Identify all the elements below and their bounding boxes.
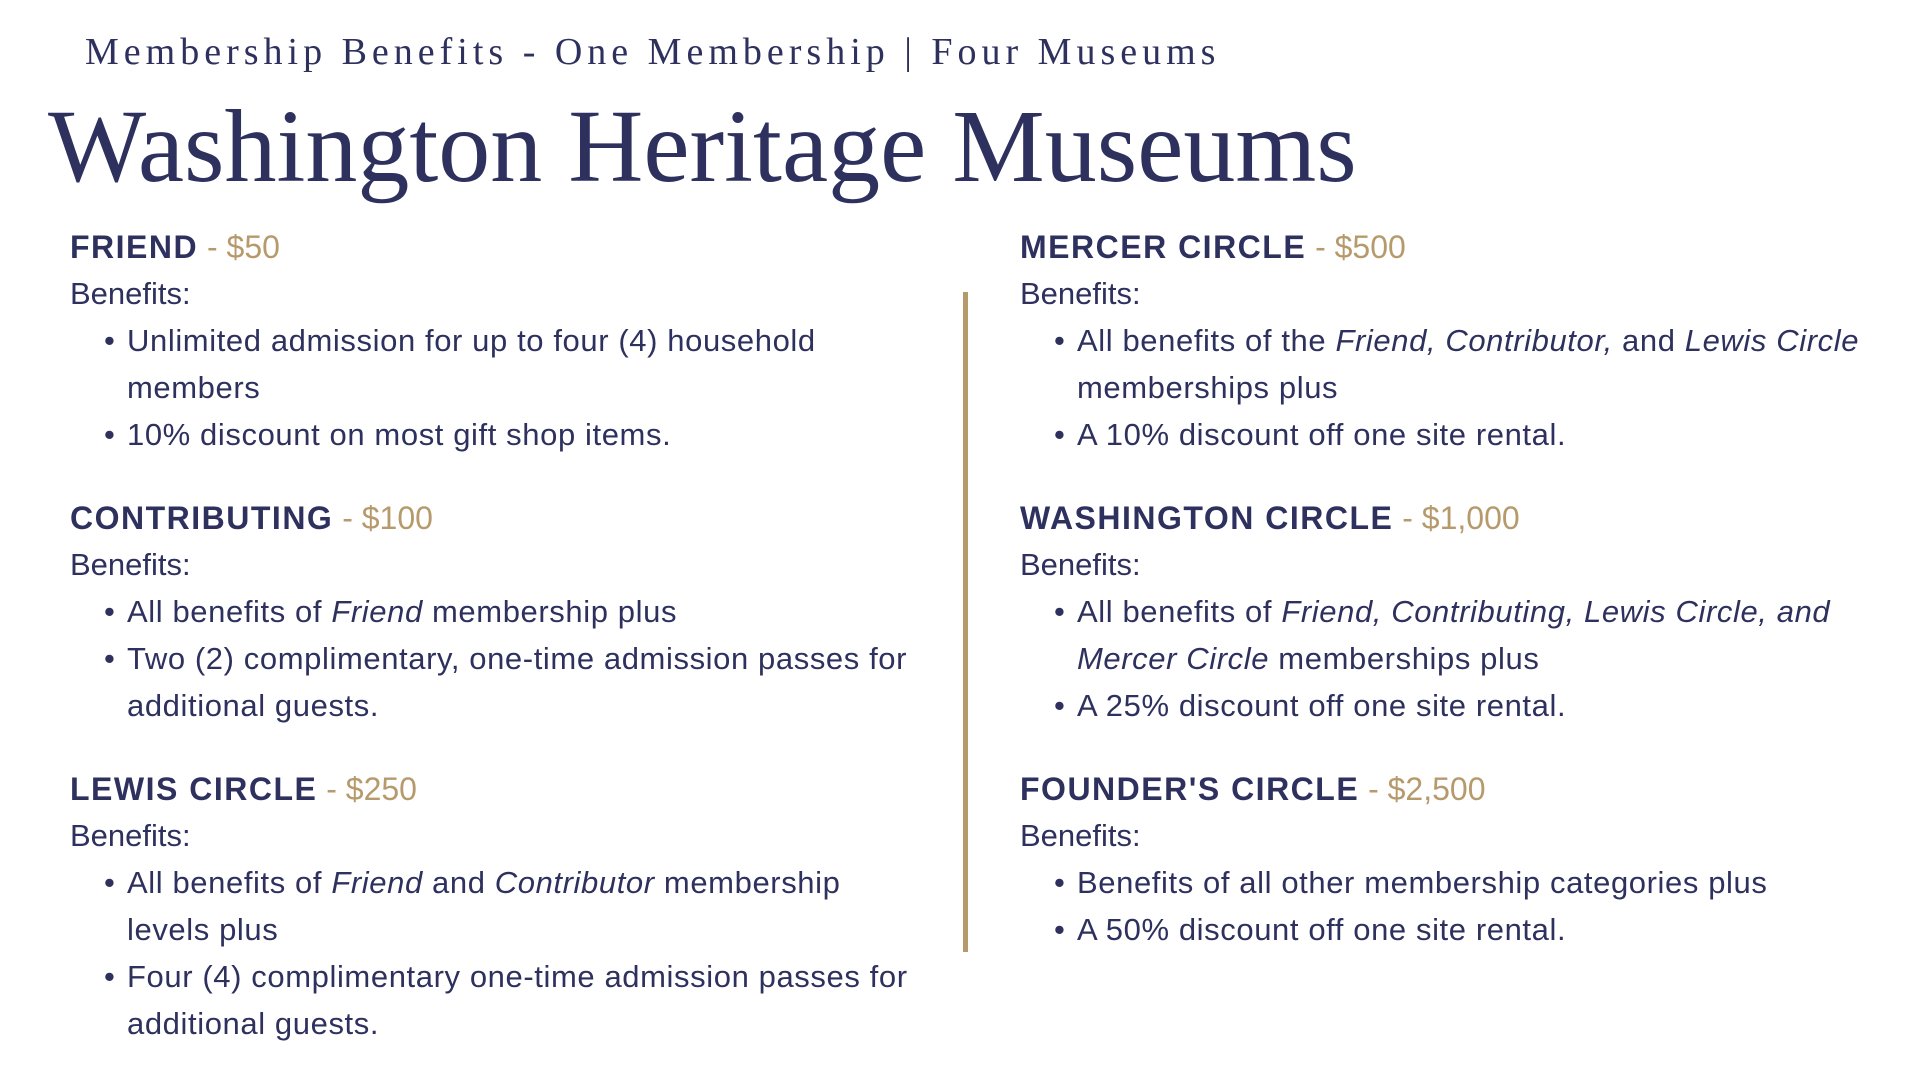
tier-heading xyxy=(70,224,930,270)
left-column xyxy=(70,224,930,1080)
tier-heading xyxy=(1020,495,1900,541)
right-column xyxy=(1020,224,1900,990)
benefit-text: All benefits of xyxy=(1077,594,1282,629)
benefit-item: • A 50% discount off one site rental. xyxy=(1020,906,1900,953)
benefits-label: Benefits: xyxy=(1020,276,1141,311)
tier-name: CONTRIBUTING xyxy=(70,500,334,536)
benefit-emphasis: Friend, Contributing, Lewis Circle, and Mercer Circle xyxy=(1077,594,1831,676)
tier-heading xyxy=(1020,766,1900,812)
benefits-label: Benefits: xyxy=(70,547,191,582)
benefit-emphasis: Friend, Contributor, xyxy=(1335,323,1613,358)
benefit-item xyxy=(1020,317,1900,411)
benefits-label: Benefits: xyxy=(70,818,191,853)
benefits-list xyxy=(70,317,930,458)
tier-name: MERCER CIRCLE xyxy=(1020,229,1307,265)
tier-price: - $2,500 xyxy=(1368,771,1486,807)
tier-contributing xyxy=(70,495,930,729)
benefit-item xyxy=(70,588,930,635)
benefit-emphasis: Lewis Circle xyxy=(1684,323,1860,358)
page-title: Washington Heritage Museums xyxy=(48,89,1357,204)
benefit-item: • Benefits of all other membership categories plus xyxy=(1020,859,1900,906)
tier-name: FOUNDER'S CIRCLE xyxy=(1020,771,1360,807)
tier-price: - $500 xyxy=(1315,229,1406,265)
benefits-label: Benefits: xyxy=(1020,547,1141,582)
benefit-item: • 10% discount on most gift shop items. xyxy=(70,411,930,458)
tier-price: - $100 xyxy=(342,500,433,536)
benefits-list xyxy=(1020,588,1900,729)
benefits-list xyxy=(70,859,930,1047)
benefit-text: memberships plus xyxy=(1269,641,1540,676)
tier-name: LEWIS CIRCLE xyxy=(70,771,318,807)
benefits-label: Benefits: xyxy=(70,276,191,311)
benefit-text: membership plus xyxy=(422,594,678,629)
column-divider xyxy=(963,292,968,952)
tier-heading xyxy=(70,766,930,812)
benefits-list xyxy=(1020,859,1900,953)
benefit-item: • A 10% discount off one site rental. xyxy=(1020,411,1900,458)
benefit-item xyxy=(70,859,930,953)
tier-lewis-circle xyxy=(70,766,930,1047)
benefit-emphasis: Friend xyxy=(331,865,423,900)
benefit-text: All benefits of xyxy=(127,594,332,629)
tier-name: FRIEND xyxy=(70,229,199,265)
benefits-list xyxy=(1020,317,1900,458)
benefit-item xyxy=(1020,588,1900,682)
benefit-text: memberships plus xyxy=(1077,370,1339,405)
tier-washington-circle xyxy=(1020,495,1900,729)
benefit-text: membership levels plus xyxy=(127,865,841,947)
tier-friend xyxy=(70,224,930,458)
benefits-list xyxy=(70,588,930,729)
tier-founders-circle xyxy=(1020,766,1900,953)
benefit-emphasis: Friend xyxy=(331,594,423,629)
benefit-item: • Four (4) complimentary one-time admission passes for additional guests. xyxy=(70,953,930,1047)
tier-heading xyxy=(70,495,930,541)
page-subtitle: Membership Benefits - One Membership | Four Museums xyxy=(85,31,1221,73)
benefit-item: • Two (2) complimentary, one-time admission passes for additional guests. xyxy=(70,635,930,729)
tier-mercer-circle xyxy=(1020,224,1900,458)
tier-name: WASHINGTON CIRCLE xyxy=(1020,500,1394,536)
tier-price: - $1,000 xyxy=(1402,500,1520,536)
benefit-item: • A 25% discount off one site rental. xyxy=(1020,682,1900,729)
benefits-label: Benefits: xyxy=(1020,818,1141,853)
tier-price: - $250 xyxy=(326,771,417,807)
benefit-text: All benefits of the xyxy=(1077,323,1336,358)
tier-price: - $50 xyxy=(207,229,280,265)
tier-heading xyxy=(1020,224,1900,270)
benefit-item: • Unlimited admission for up to four (4) household members xyxy=(70,317,930,411)
benefit-text: All benefits of xyxy=(127,865,332,900)
benefit-text: and xyxy=(422,865,495,900)
benefit-emphasis: Contributor xyxy=(494,865,655,900)
benefit-text: and xyxy=(1612,323,1685,358)
